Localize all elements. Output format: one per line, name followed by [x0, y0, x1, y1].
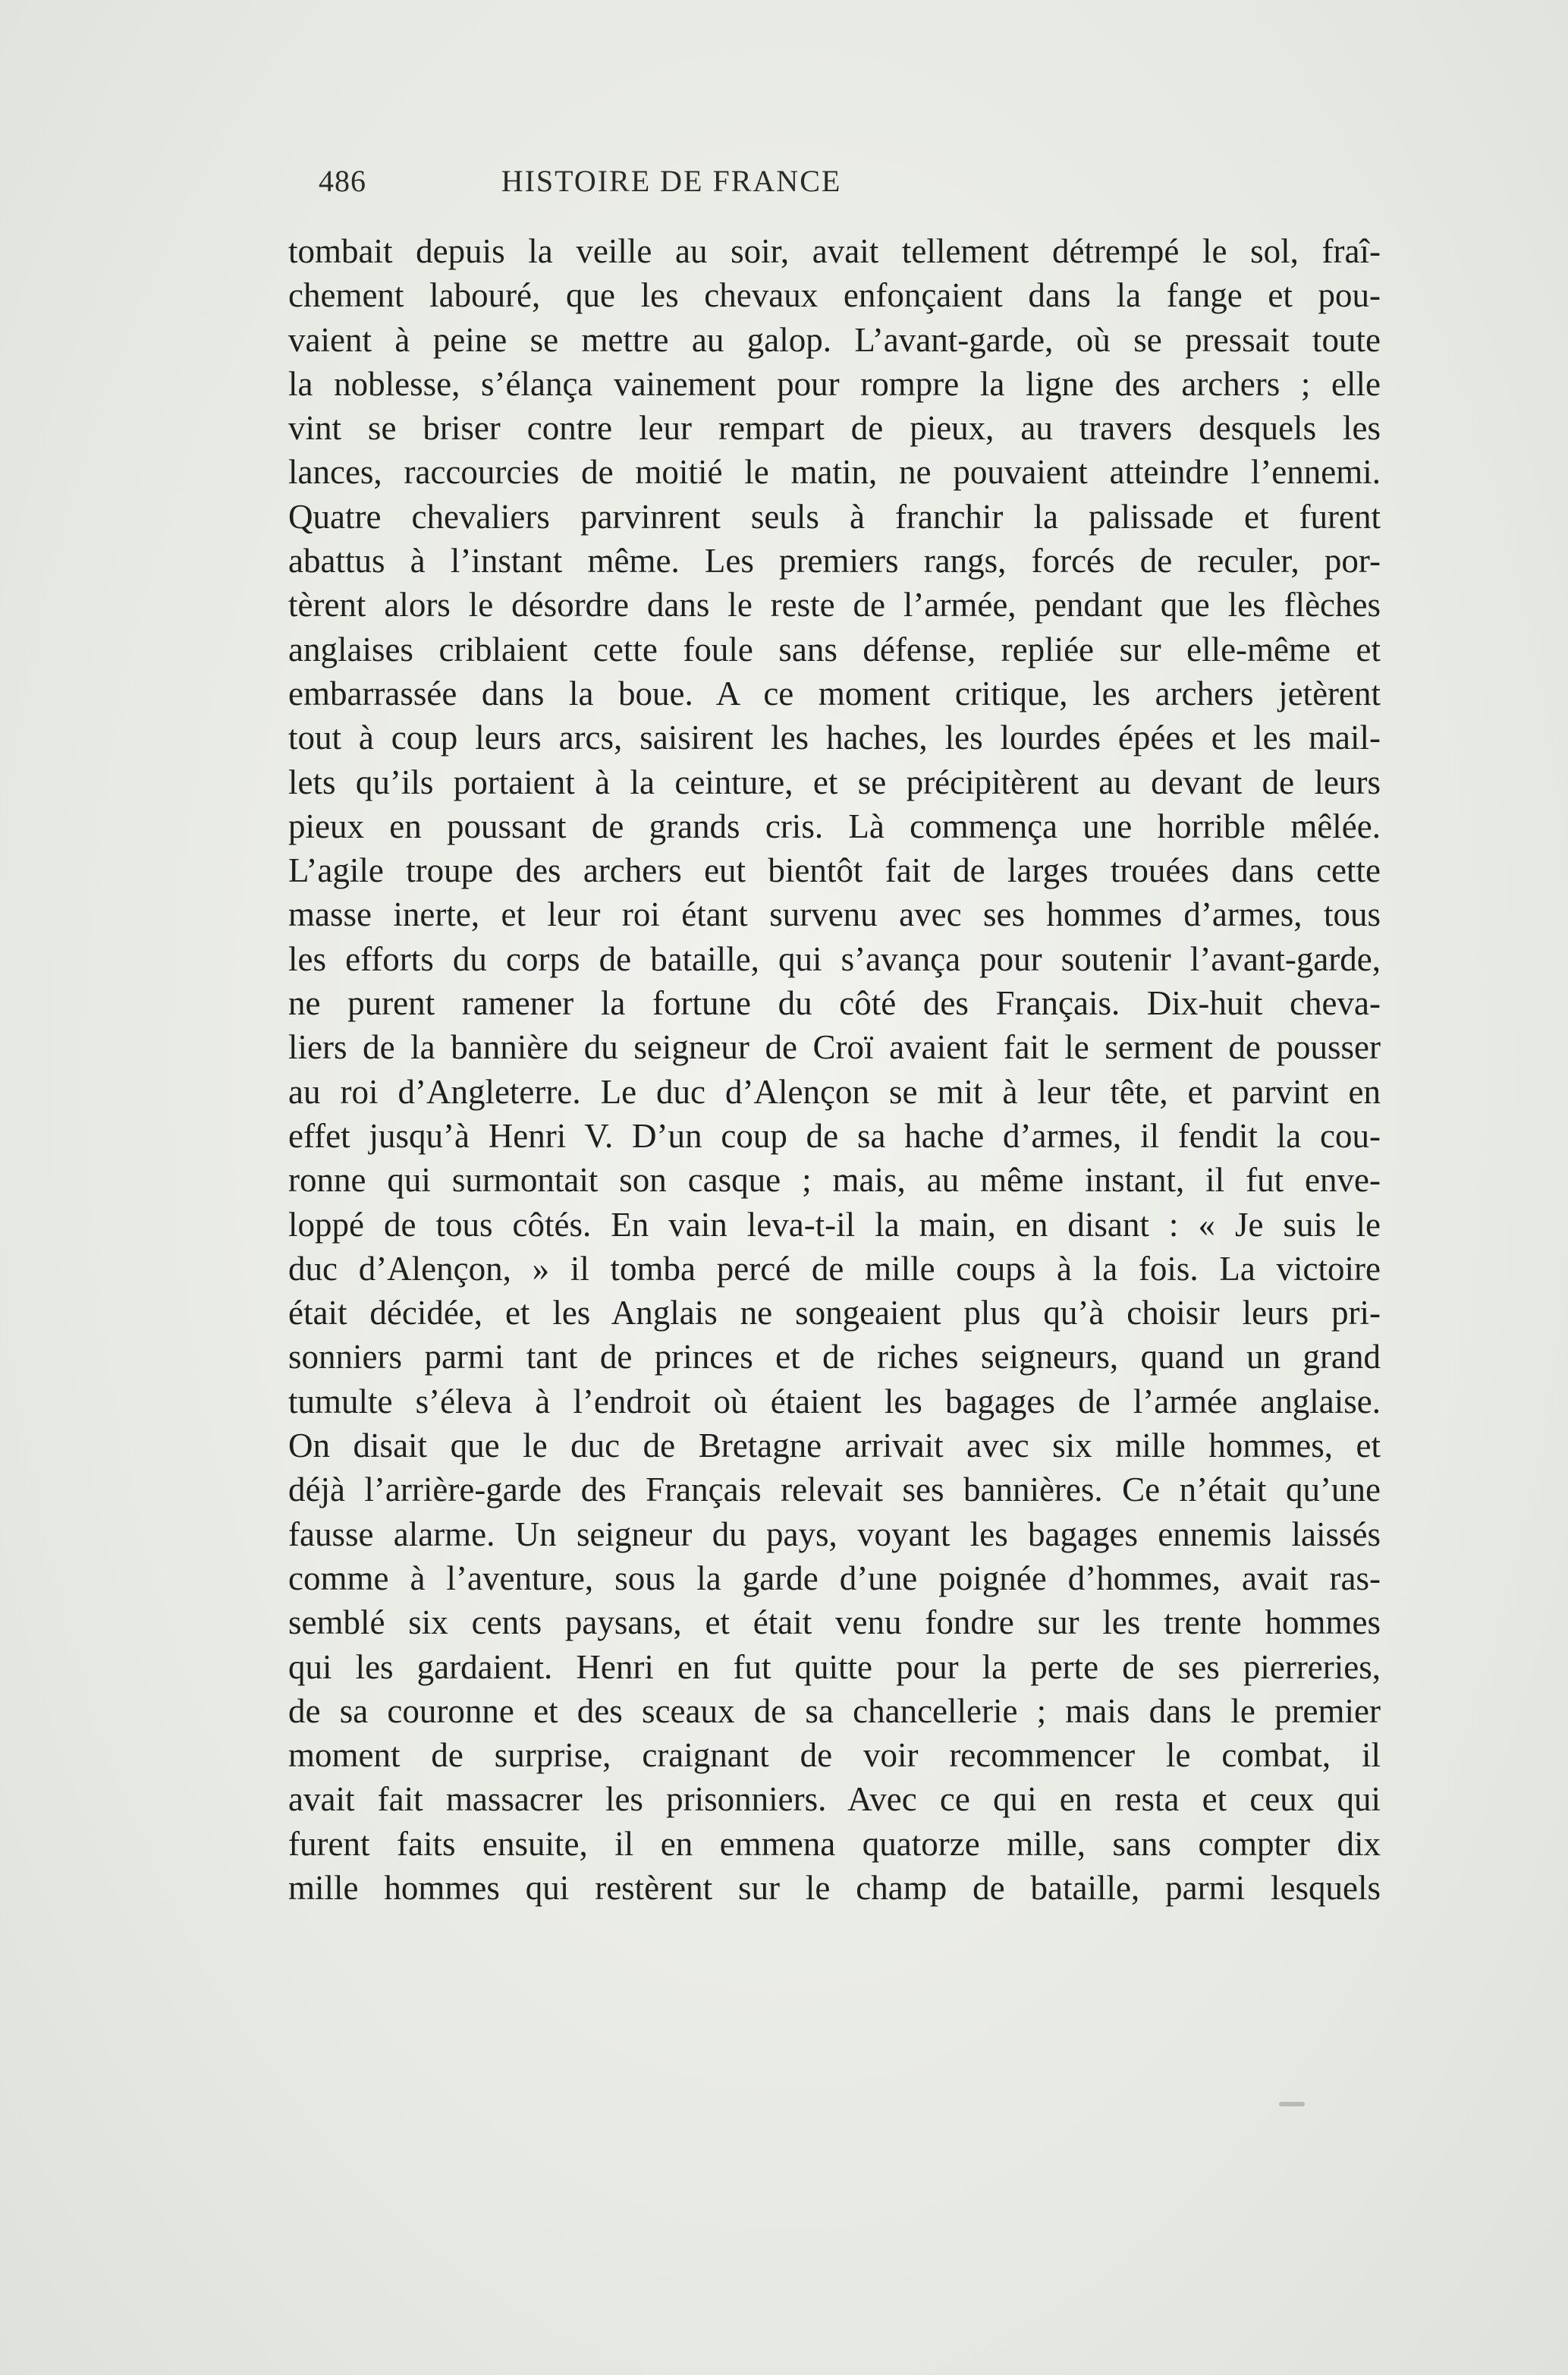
text-line: la noblesse, s’élança vainement pour rompre la ligne des archers ; elle: [288, 364, 1381, 403]
text-line: duc d’Alençon, » il tomba percé de mille coups à la fois. La victoire: [288, 1249, 1381, 1288]
text-line: ne purent ramener la fortune du côté des Français. Dix-huit cheva-: [288, 984, 1381, 1023]
text-line: moment de surprise, craignant de voir recommencer le combat, il: [288, 1736, 1381, 1775]
page-number: 486: [319, 164, 366, 198]
text-line: lances, raccourcies de moitié le matin, ne pouvaient atteindre l’ennemi.: [288, 453, 1381, 492]
text-line: furent faits ensuite, il en emmena quatorze mille, sans compter dix: [288, 1824, 1381, 1863]
text-line: déjà l’arrière-garde des Français relevait ses bannières. Ce n’était qu’une: [288, 1471, 1381, 1509]
text-line: On disait que le duc de Bretagne arrivait avec six mille hommes, et: [288, 1427, 1381, 1465]
text-line: sonniers parmi tant de princes et de riches seigneurs, quand un grand: [288, 1338, 1381, 1376]
text-line: comme à l’aventure, sous la garde d’une poignée d’hommes, avait ras-: [288, 1559, 1381, 1597]
text-line: liers de la bannière du seigneur de Croï avaient fait le serment de pousser: [288, 1028, 1381, 1067]
text-line: était décidée, et les Anglais ne songeaient plus qu’à choisir leurs pri-: [288, 1294, 1381, 1332]
text-line: anglaises criblaient cette foule sans défense, repliée sur elle-même et: [288, 630, 1381, 668]
running-title: HISTOIRE DE FRANCE: [501, 164, 842, 198]
text-line: fausse alarme. Un seigneur du pays, voyant les bagages ennemis laissés: [288, 1515, 1381, 1553]
text-line: mille hommes qui restèrent sur le champ de bataille, parmi lesquels: [288, 1868, 1381, 1907]
text-line: embarrassée dans la boue. A ce moment critique, les archers jetèrent: [288, 674, 1381, 712]
text-line: loppé de tous côtés. En vain leva-t-il la main, en disant : « Je suis le: [288, 1205, 1381, 1244]
text-line: au roi d’Angleterre. Le duc d’Alençon se mit à leur tête, et parvint en: [288, 1072, 1381, 1111]
text-line: semblé six cents paysans, et était venu fondre sur les trente hommes: [288, 1603, 1381, 1642]
text-line: ronne qui surmontait son casque ; mais, au même instant, il fut enve-: [288, 1161, 1381, 1200]
page-header: [319, 163, 1024, 209]
text-line: vaient à peine se mettre au galop. L’avant-garde, où se pressait toute: [288, 320, 1381, 359]
text-line: lets qu’ils portaient à la ceinture, et se précipitèrent au devant de leurs: [288, 763, 1381, 801]
text-line: chement labouré, que les chevaux enfonçaient dans la fange et pou-: [288, 276, 1381, 315]
text-line: abattus à l’instant même. Les premiers rangs, forcés de reculer, por-: [288, 542, 1381, 580]
text-line: effet jusqu’à Henri V. D’un coup de sa hache d’armes, il fendit la cou-: [288, 1116, 1381, 1155]
body-text: [288, 229, 1381, 1910]
text-line: avait fait massacrer les prisonniers. Avec ce qui en resta et ceux qui: [288, 1780, 1381, 1819]
text-line: de sa couronne et des sceaux de sa chancellerie ; mais dans le premier: [288, 1691, 1381, 1730]
paper-speck: [1279, 2102, 1305, 2106]
text-line: Quatre chevaliers parvinrent seuls à franchir la palissade et furent: [288, 497, 1381, 536]
text-line: masse inerte, et leur roi étant survenu avec ses hommes d’armes, tous: [288, 895, 1381, 934]
text-line: pieux en poussant de grands cris. Là commença une horrible mêlée.: [288, 807, 1381, 845]
text-line: tumulte s’éleva à l’endroit où étaient les bagages de l’armée anglaise.: [288, 1382, 1381, 1420]
text-line: qui les gardaient. Henri en fut quitte pour la perte de ses pierreries,: [288, 1647, 1381, 1686]
text-line: les efforts du corps de bataille, qui s’avança pour soutenir l’avant-garde,: [288, 939, 1381, 978]
text-line: vint se briser contre leur rempart de pieux, au travers desquels les: [288, 409, 1381, 448]
text-line: tombait depuis la veille au soir, avait tellement détrempé le sol, fraî-: [288, 232, 1381, 270]
text-line: tèrent alors le désordre dans le reste de l’armée, pendant que les flèches: [288, 586, 1381, 624]
text-line: L’agile troupe des archers eut bientôt fait de larges trouées dans cette: [288, 851, 1381, 890]
text-line: tout à coup leurs arcs, saisirent les haches, les lourdes épées et les mail-: [288, 719, 1381, 757]
